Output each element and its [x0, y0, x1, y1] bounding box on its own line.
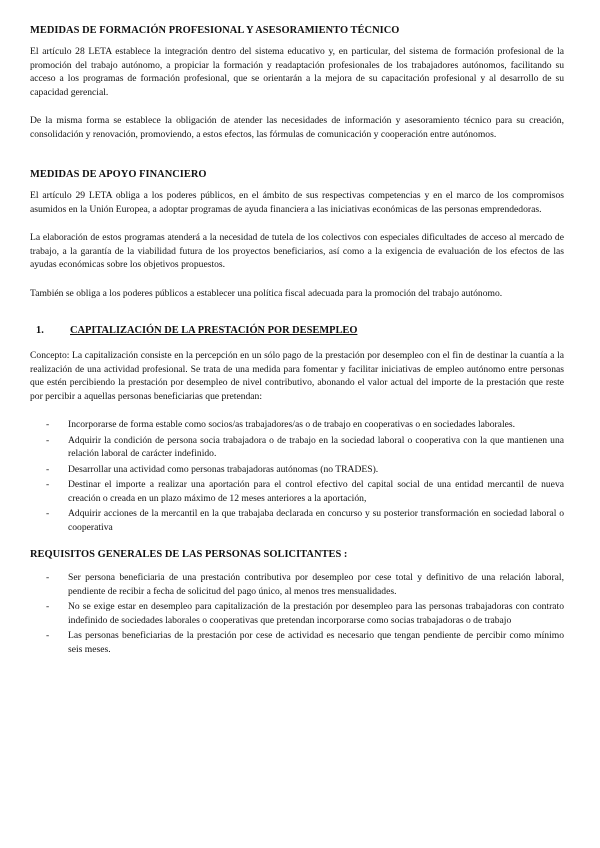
list-item: - Destinar el importe a realizar una aportación para el control efectivo del capital social de una entidad mercantil de nueva creación o creada en un plazo máximo de 12 meses anteriores a la aportación, [30, 478, 564, 505]
dash-marker: - [46, 463, 50, 475]
dash-marker: - [46, 419, 50, 430]
paragraph: El artículo 28 LETA establece la integración dentro del sistema educativo y, en particular, del sistema de formación profesional de la promoción del trabajo autónomo, a propiciar la formación y readaptación profesionales de los trabajadores autónomos, facilitando su acceso a los programas de formación profesional, que se orientarán a la mejora de su capacitación profesional y al desarrollo de su capacidad gerencial. [30, 46, 564, 98]
paragraph: La elaboración de estos programas atenderá a la necesidad de tutela de los colectivos con especiales dificultades de acceso al mercado de trabajo, a la garantía de la viabilidad futura de los proyectos beneficiarios, así como a la exigencia de evaluación de los efectos de las ayudas económicas sobre los objetivos propuestos. [30, 232, 564, 270]
list-item: - Ser persona beneficiaria de una prestación contributiva por desempleo por cese total y definitivo de una relación laboral, pendiente de recibir a fecha de solicitud del pago único, al menos tres mensualidades. [30, 571, 564, 598]
dash-marker: - [46, 601, 50, 612]
list-item: - No se exige estar en desempleo para capitalización de la prestación por desempleo para las personas trabajadoras con contrato indefinido de sociedades laborales o cooperativas que pretendan incorporarse como socias trabajadoras o de trabajo [30, 600, 564, 627]
heading-formacion: MEDIDAS DE FORMACIÓN PROFESIONAL Y ASESORAMIENTO TÉCNICO [30, 25, 400, 36]
requisitos-list [30, 571, 564, 656]
concept-paragraph: Concepto: La capitalización consiste en la percepción en un sólo pago de la prestación por desempleo con el fin de destinar la cuantía a la realización de una actividad profesional. Se trata de una medida para fomentar y facilitar iniciativas de empleo autónomo entre personas que estén percibiendo la prestación por desempleo de nivel contributivo, abonando el valor actual del importe de la prestación que reste por percibir a aquellas personas beneficiarias que pretendan: [30, 350, 564, 402]
dash-marker: - [46, 434, 50, 446]
paragraph: También se obliga a los poderes públicos a establecer una política fiscal adecuada para la promoción del trabajo autónomo. [30, 287, 503, 299]
dash-marker: - [46, 508, 50, 519]
list-item: - Desarrollar una actividad como personas trabajadoras autónomas (no TRADES). [30, 463, 564, 477]
document-body [30, 24, 564, 670]
heading-apoyo-financiero: MEDIDAS DE APOYO FINANCIERO [30, 169, 207, 180]
list-item: - Adquirir acciones de la mercantil en la que trabajaba declarada en concurso y su posterior transformación en sociedad laboral o cooperativa [30, 507, 564, 534]
capitalizacion-list [30, 418, 564, 534]
dash-marker: - [46, 630, 50, 641]
heading-number: 1. [36, 325, 44, 336]
list-item: - Adquirir la condición de persona socia trabajadora o de trabajo en la sociedad laboral o cooperativa con la que mantienen una relación laboral de carácter indefinido. [30, 434, 564, 461]
list-item: - Incorporarse de forma estable como socios/as trabajadores/as o de trabajo en cooperativas o en sociedades laborales. [30, 418, 564, 432]
dash-marker: - [46, 572, 50, 583]
list-item: - Las personas beneficiarias de la prestación por cese de actividad es necesario que tengan pendiente de percibir como mínimo seis meses. [30, 629, 564, 656]
heading-requisitos: REQUISITOS GENERALES DE LAS PERSONAS SOLICITANTES : [30, 549, 348, 560]
dash-marker: - [46, 479, 50, 490]
paragraph: El artículo 29 LETA obliga a los poderes públicos, en el ámbito de sus respectivas competencias y en el marco de los compromisos asumidos en la Unión Europea, a adoptar programas de ayuda financiera a las iniciativas económicas de las personas emprendedoras. [30, 190, 564, 215]
heading-capitalizacion [30, 324, 564, 337]
heading-text: CAPITALIZACIÓN DE LA PRESTACIÓN POR DESEMPLEO [70, 325, 358, 336]
paragraph: De la misma forma se establece la obligación de atender las necesidades de información y asesoramiento técnico para su creación, consolidación y renovación, promoviendo, a estos efectos, las fórmulas de comunicación y cooperación entre autónomos. [30, 115, 564, 140]
